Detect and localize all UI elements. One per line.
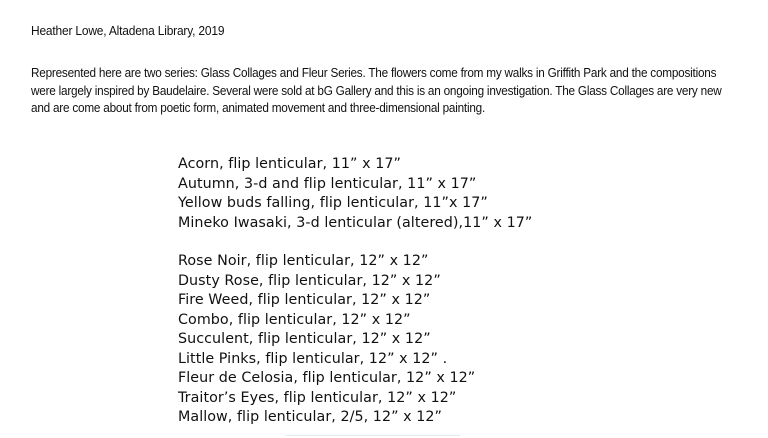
intro-line: and are come about from poetic form, animated movement and three-dimensional painting. [31,100,486,115]
work-item: Traitor’s Eyes, flip lenticular, 12” x 12” [178,389,457,406]
artist-heading: Heather Lowe, Altadena Library, 2019 [31,23,225,38]
intro-paragraph [31,64,739,117]
intro-line: were largely inspired by Baudelaire. Several were sold at bG Gallery and this is an ongoing investigation. The Glass Collages are very new [31,82,722,98]
work-item: Fleur de Celosia, flip lenticular, 12” x 12” [178,370,476,386]
works-list [178,155,532,428]
intro-line: Represented here are two series: Glass Collages and Fleur Series. The flowers come from my walks in Griffith Park and the compositions [31,65,717,80]
work-item: Yellow buds falling, flip lenticular, 11”x 17” [178,195,488,211]
work-item: Acorn, flip lenticular, 11” x 17” [178,156,401,172]
work-item: Mineko Iwasaki, 3-d lenticular (altered),11” x 17” [178,214,533,231]
work-item: Fire Weed, flip lenticular, 12” x 12” [178,292,431,308]
work-item: Dusty Rose, flip lenticular, 12” x 12” [178,272,441,289]
fleur-series-list [178,252,532,428]
work-item: Autumn, 3-d and flip lenticular, 11” x 17” [178,175,477,192]
glass-collages-list [178,155,532,233]
work-item: Little Pinks, flip lenticular, 12” x 12” . [178,350,448,367]
work-item: Combo, flip lenticular, 12” x 12” [178,311,411,328]
work-item: Mallow, flip lenticular, 2/5, 12” x 12” [178,409,442,425]
work-item: Rose Noir, flip lenticular, 12” x 12” [178,253,429,269]
work-item: Succulent, flip lenticular, 12” x 12” [178,331,431,347]
page-divider [286,435,460,436]
